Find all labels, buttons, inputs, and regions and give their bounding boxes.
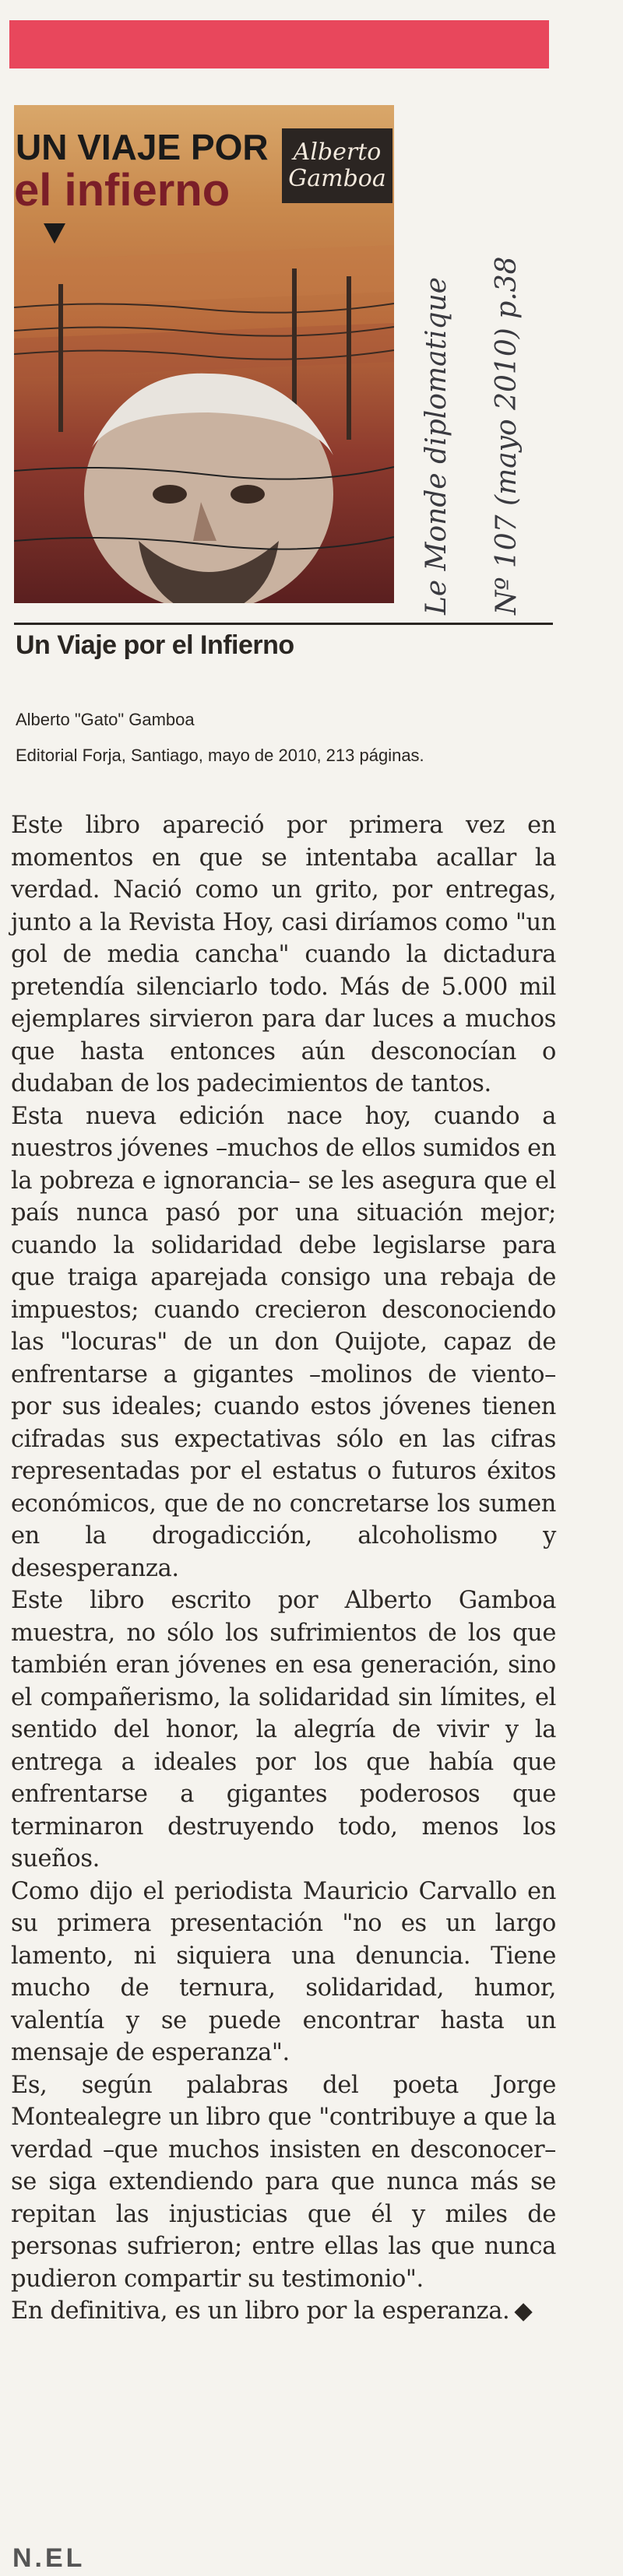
page-folio: N.EL [12,2543,86,2573]
title-divider [14,623,553,625]
end-mark-icon: ◆ [514,2297,533,2325]
cover-author-last: Gamboa [288,165,386,192]
review-title: Un Viaje por el Infierno [16,630,294,660]
section-color-bar [9,20,549,68]
review-body [11,809,556,2328]
paragraph: Es, según palabras del poeta Jorge Montealegre un libro que "contribuye a que la verdad –que muchos insisten en desconocer– se siga extendiendo para que nunca más se repitan las injusticias que él y miles de personas sufrieron; entre ellas las que nunca pudieron compartir su testimonio". [11,2071,556,2293]
publisher-logo-icon [42,222,67,256]
closing-text: En definitiva, es un libro por la esperanza. [11,2297,510,2325]
review-publication: Editorial Forja, Santiago, mayo de 2010, 213 páginas. [16,746,424,765]
closing-paragraph [11,2295,556,2328]
handwritten-line1: Le Monde diplomatique [421,276,452,615]
cover-author-first: Alberto [293,139,382,166]
review-author: Alberto "Gato" Gamboa [16,710,195,729]
cover-author-box [282,128,392,203]
paragraph: Este libro escrito por Alberto Gamboa muestra, no sólo los sufrimientos de los que también eran jóvenes en esa generación, sino el compañerismo, la solidaridad sin límites, el sentido del honor, la alegría de vivir y la entrega a ideales por los que había que enfrentarse a gigantes poderosos que terminaron destruyendo todo, menos los sueños. [11,1587,556,1872]
handwritten-annotation [405,70,607,630]
book-cover-image [14,105,394,603]
cover-title-line1: UN VIAJE POR [16,127,269,167]
cover-title-line2: el infierno [14,165,231,216]
handwritten-line2: Nº 107 (mayo 2010) p.38 [491,256,523,615]
paragraph: Este libro apareció por primera vez en momentos en que se intentaba acallar la verdad. Nació como un grito, por entregas, junto a la Revista Hoy, casi diríamos como "un gol de media cancha" cuando la dictadura pretendía silenciarlo todo. Más de 5.000 mil ejemplares sirvieron para dar luces a muchos que hasta entonces aún desconocían o dudaban de los padecimientos de tantos. [11,812,556,1097]
paragraph: Esta nueva edición nace hoy, cuando a nuestros jóvenes –muchos de ellos sumidos en la pobreza e ignorancia– se les asegura que el país nunca pasó por una situación mejor; cuando la solidaridad debe legislarse para que traiga aparejada consigo una rebaja de impuestos; cuando crecieron desconociendo las "locuras" de un don Quijote, capaz de enfrentarse a gigantes –molinos de viento– por sus ideales; cuando estos jóvenes tienen cifradas sus expectativas sólo en las cifras representadas por el estatus o futuros éxitos económicos, que de no concretarse los sumen en la drogadicción, alcoholismo y desesperanza. [11,1102,556,1582]
paragraph: Como dijo el periodista Mauricio Carvallo en su primera presentación "no es un largo lamento, ni siquiera una denuncia. Tiene mucho de ternura, solidaridad, humor, valentía y se puede encontrar hasta un mensaje de esperanza". [11,1877,556,2066]
